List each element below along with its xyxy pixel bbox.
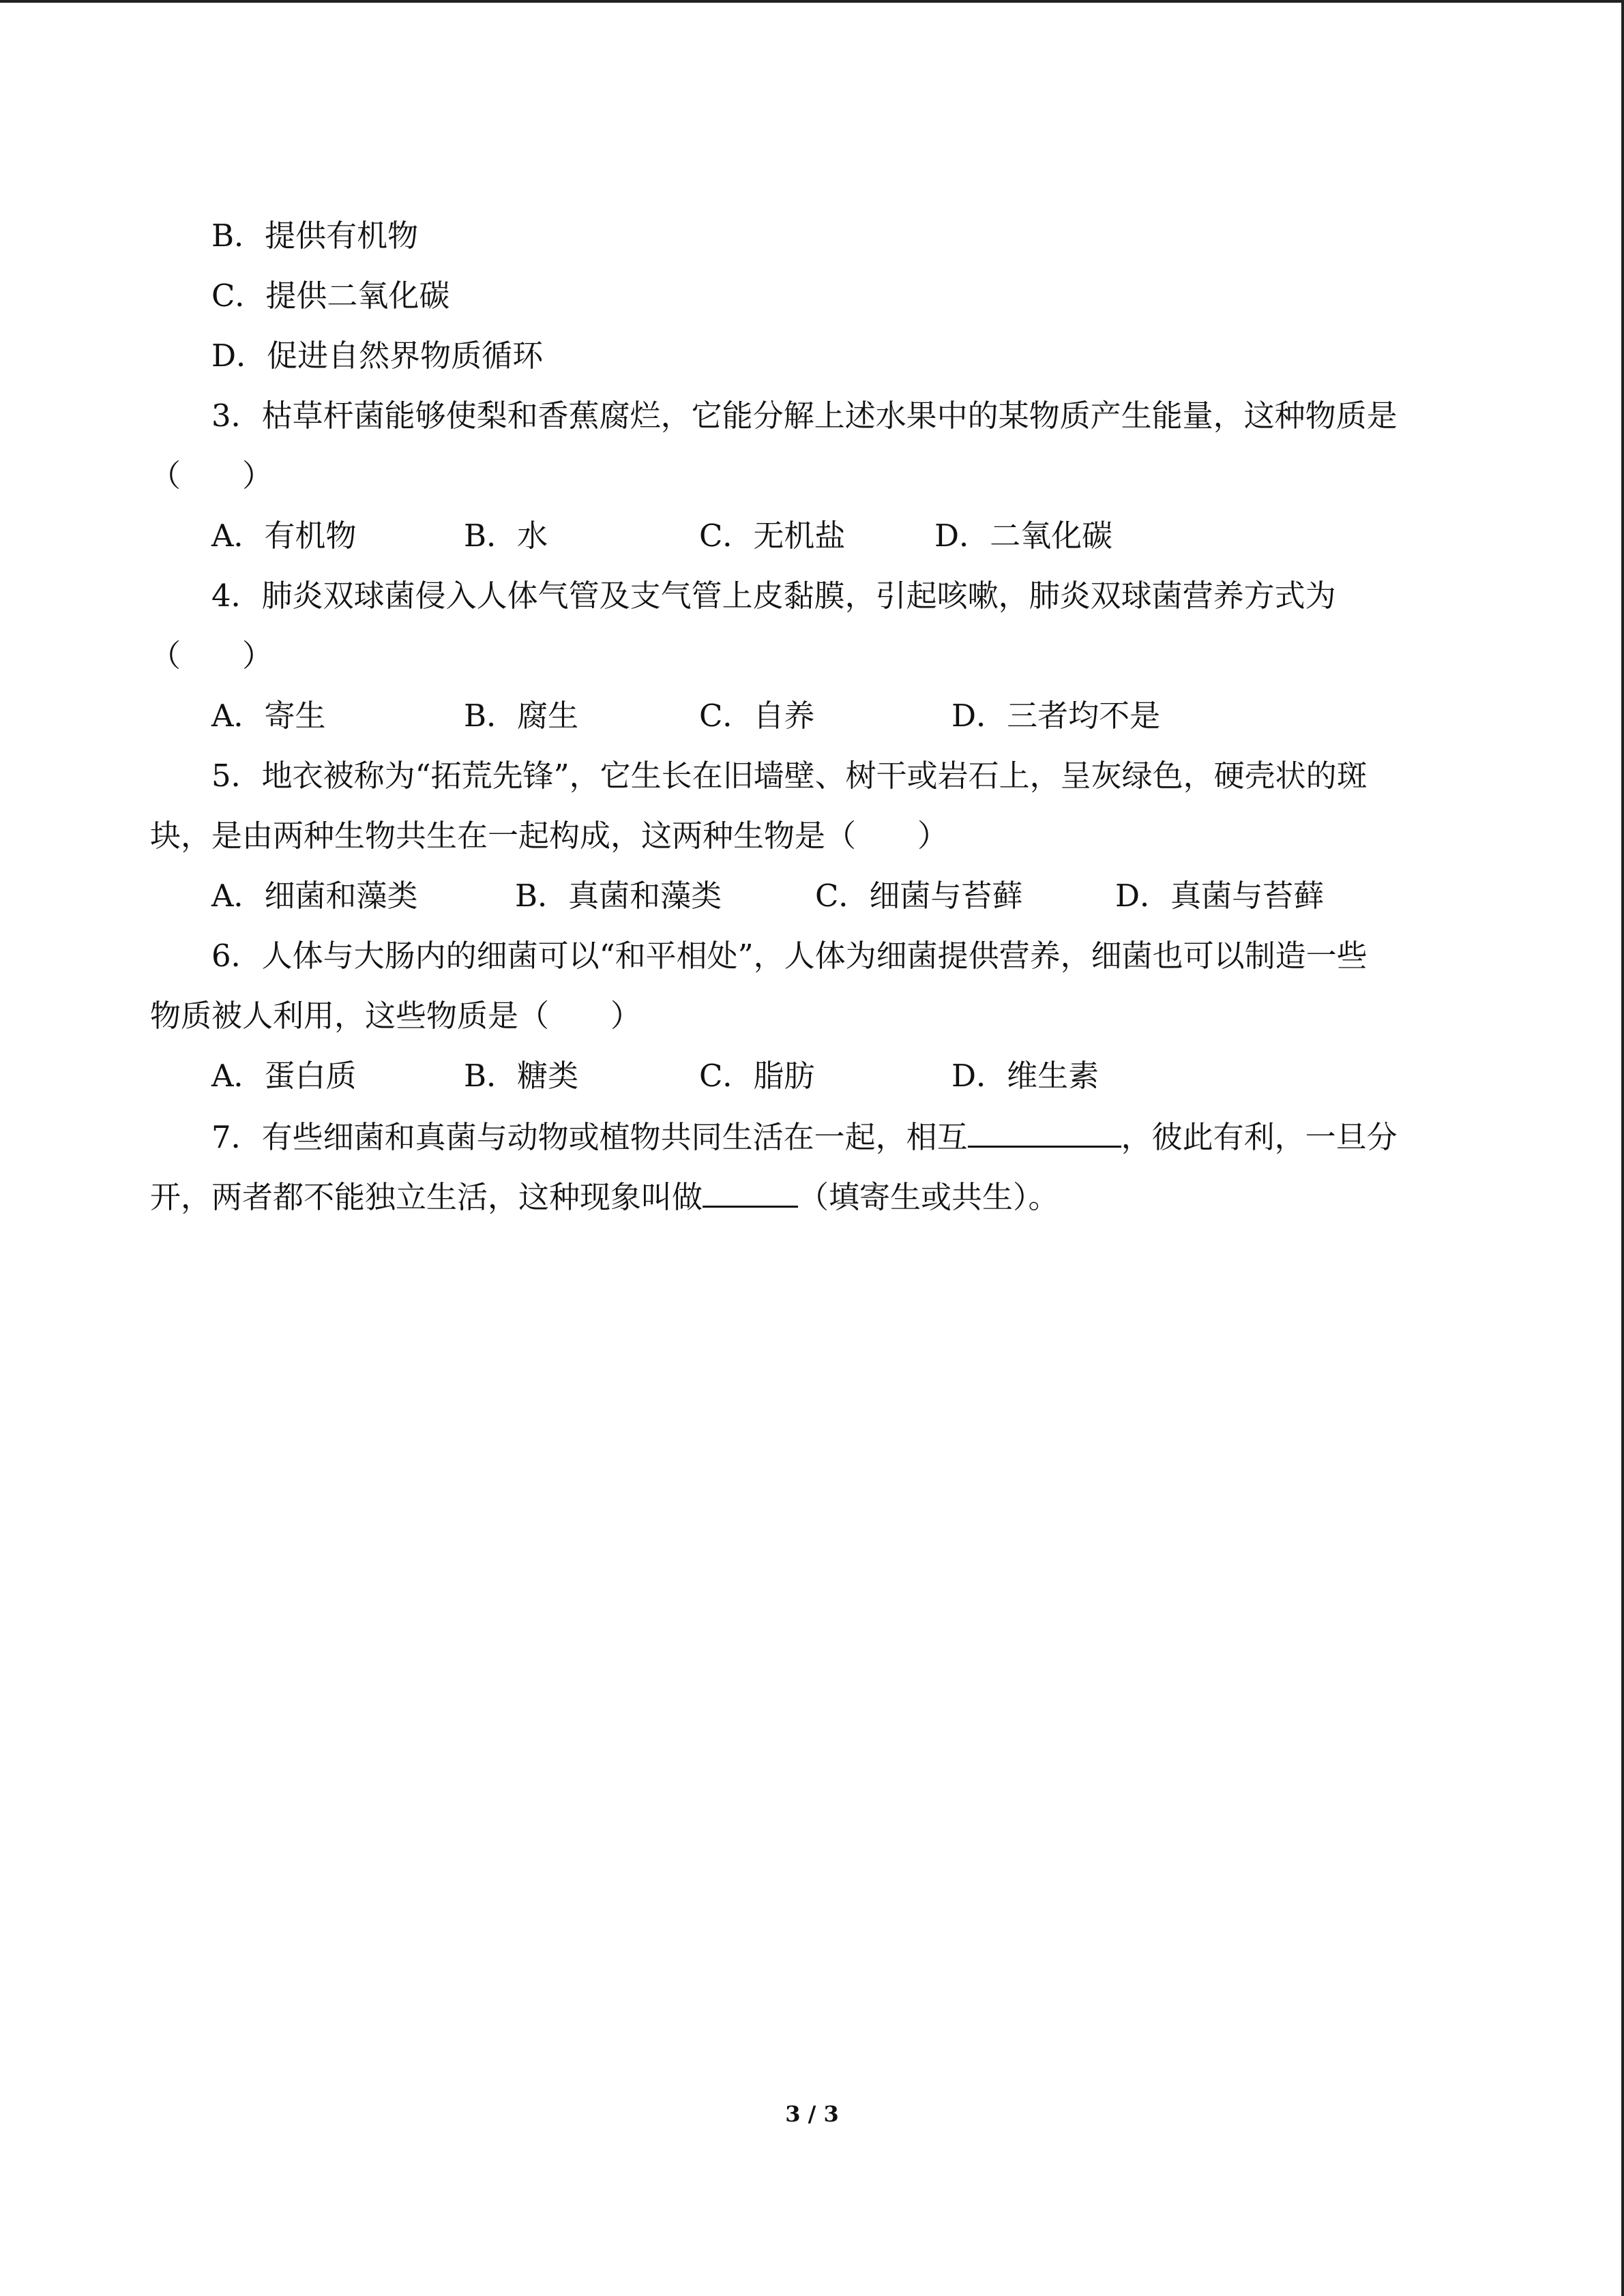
- question-7-text-b: ，彼此有利，一旦分: [1121, 1119, 1398, 1155]
- question-5-text-cont: 块，是由两种生物共生在一起构成，这两种生物是（ ）: [150, 818, 949, 854]
- question-7-line-2: [150, 1176, 1059, 1218]
- question-4-option-b: B．腐生: [464, 698, 579, 734]
- question-3-option-a: A．有机物: [211, 518, 357, 554]
- question-5-text: 5．地衣被称为“拓荒先锋”，它生长在旧墙壁、树干或岩石上，呈灰绿色，硬壳状的斑: [211, 758, 1368, 794]
- page-number: 3 / 3: [785, 2101, 839, 2127]
- question-6-text: 6．人体与大肠内的细菌可以“和平相处”，人体为细菌提供营养，细菌也可以制造一些: [211, 938, 1368, 974]
- question-3-paren: （ ）: [150, 458, 274, 494]
- prev-option-c: C．提供二氧化碳: [211, 278, 450, 314]
- question-7-text-a: 7．有些细菌和真菌与动物或植物共同生活在一起，相互: [211, 1119, 968, 1155]
- question-6-option-c: C．脂肪: [699, 1058, 815, 1094]
- question-3-option-b: B．水: [464, 518, 548, 554]
- prev-option-b: B．提供有机物: [211, 218, 419, 254]
- question-4-text: 4．肺炎双球菌侵入人体气管及支气管上皮黏膜，引起咳嗽，肺炎双球菌营养方式为: [211, 578, 1336, 614]
- question-3-option-d: D．二氧化碳: [934, 518, 1113, 554]
- question-4-option-a: A．寄生: [211, 698, 326, 734]
- answer-blank-1[interactable]: [968, 1116, 1121, 1148]
- prev-option-d: D．促进自然界物质循环: [211, 338, 544, 374]
- question-5-option-d: D．真菌与苔藓: [1115, 878, 1325, 914]
- question-5-option-b: B．真菌和藻类: [515, 878, 722, 914]
- question-4-option-c: C．自养: [699, 698, 815, 734]
- question-7-line-1: [211, 1116, 1398, 1158]
- question-4-option-d: D．三者均不是: [951, 698, 1161, 734]
- question-3-option-c: C．无机盐: [699, 518, 846, 554]
- question-6-option-a: A．蛋白质: [211, 1058, 357, 1094]
- question-4-paren: （ ）: [150, 638, 274, 674]
- question-6-option-b: B．糖类: [464, 1058, 579, 1094]
- question-5-option-a: A．细菌和藻类: [211, 878, 418, 914]
- question-3-text: 3．枯草杆菌能够使梨和香蕉腐烂，它能分解上述水果中的某物质产生能量，这种物质是: [211, 398, 1398, 434]
- page-border-top: [0, 0, 1624, 3]
- answer-blank-2[interactable]: [703, 1176, 798, 1208]
- question-5-option-c: C．细菌与苔藓: [815, 878, 1023, 914]
- question-7-text-d: （填寄生或共生）。: [798, 1179, 1059, 1215]
- page-border-right: [1621, 0, 1624, 2296]
- question-6-text-cont: 物质被人利用，这些物质是（ ）: [150, 998, 642, 1034]
- question-6-option-d: D．维生素: [951, 1058, 1099, 1094]
- question-7-text-c: 开，两者都不能独立生活，这种现象叫做: [150, 1179, 703, 1215]
